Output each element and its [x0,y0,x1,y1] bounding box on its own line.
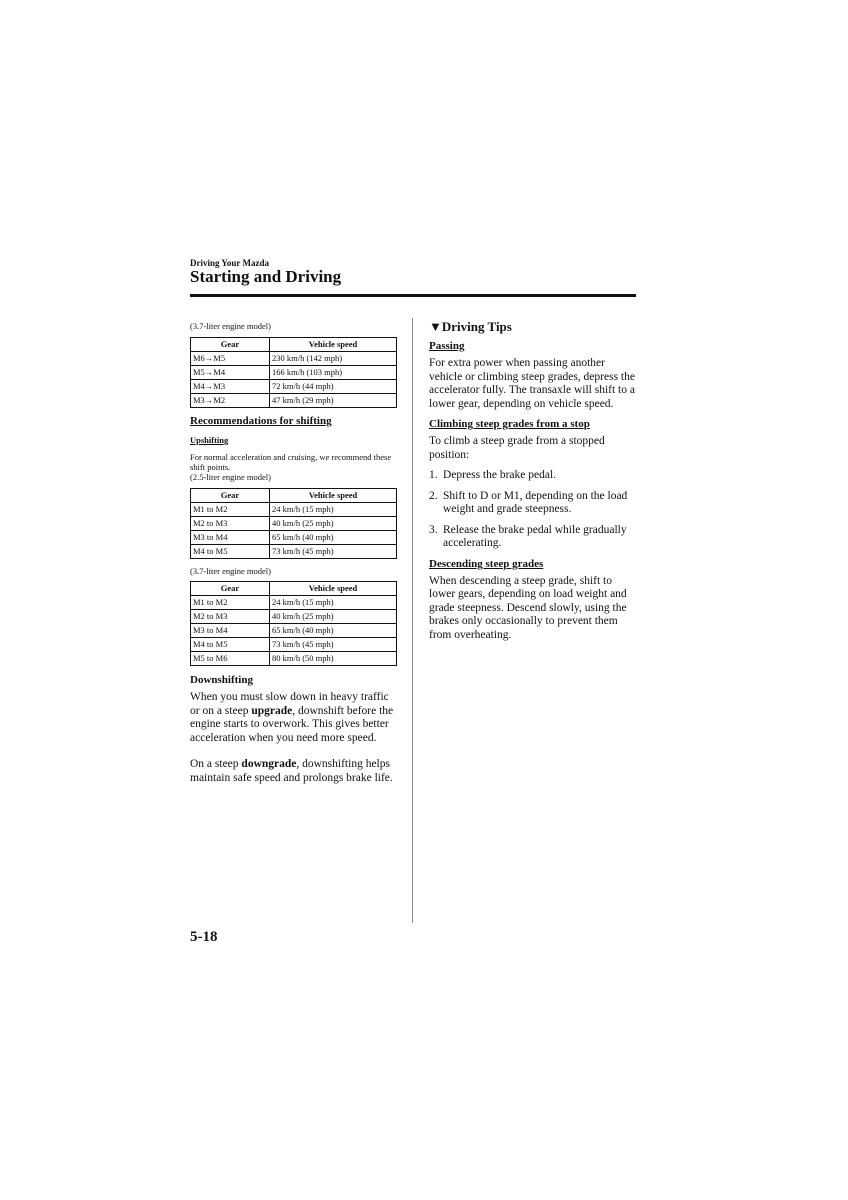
text-run: When you must slow down in heavy traffic or on a steep [190,691,389,717]
list-item [429,524,639,551]
driving-tips-title: Driving Tips [441,319,512,334]
upshifting-text: For normal acceleration and cruising, we recommend these shift points. [190,452,392,472]
step-text: Release the brake pedal while gradually accelerating. [443,523,627,549]
page-number: 5-18 [190,929,218,945]
table-row [191,596,397,610]
shift-table-1 [190,337,397,408]
speed-cell: 40 km/h (25 mph) [270,517,397,531]
step-number: 3. [429,523,438,536]
title-rule [190,294,636,297]
section-label: Driving Your Mazda [190,258,270,268]
list-item [429,469,639,483]
table-header-gear: Gear [191,489,270,503]
table-row [191,352,397,366]
step-number: 2. [429,489,438,502]
gear-cell: M1 to M2 [191,503,270,517]
table-header-speed: Vehicle speed [270,489,397,503]
speed-cell: 65 km/h (40 mph) [270,531,397,545]
speed-cell: 24 km/h (15 mph) [270,503,397,517]
climbing-heading: Climbing steep grades from a stop [429,418,590,430]
column-divider [412,318,413,923]
speed-cell: 47 km/h (29 mph) [270,394,397,408]
list-item [429,490,639,517]
step-number: 1. [429,469,438,481]
table-header-speed: Vehicle speed [270,338,397,352]
gear-cell: M4→M3 [191,380,270,394]
table-row [191,531,397,545]
gear-cell: M4 to M5 [191,545,270,559]
table-row [191,517,397,531]
table2-caption: (2.5-liter engine model) [190,472,271,482]
left-column [190,321,397,785]
driving-tips-heading [429,319,639,335]
table-header-gear: Gear [191,582,270,596]
table-row [191,652,397,666]
bold-term: downgrade [241,758,297,770]
shift-table-2 [190,488,397,559]
table-header-gear: Gear [191,338,270,352]
descending-text: When descending a steep grade, shift to lower gears, depending on load weight and grade steepness. Descend slowly, using the brakes only occasionally to prevent them from overheating. [429,574,627,641]
passing-text: For extra power when passing another vehicle or climbing steep grades, depress the accelerator fully. The transaxle will shift to a lower gear, depending on vehicle speed. [429,357,635,410]
gear-cell: M6→M5 [191,352,270,366]
descending-heading: Descending steep grades [429,557,544,570]
speed-cell: 40 km/h (25 mph) [270,610,397,624]
table-row [191,624,397,638]
table-row [191,366,397,380]
text-run: , downshift before the engine starts to overwork. This gives better acceleration when you need more speed. [190,704,394,744]
gear-cell: M3 to M4 [191,531,270,545]
table-row [191,610,397,624]
triangle-down-icon: ▼ [429,319,442,334]
bold-term: upgrade [251,704,293,717]
table-row [191,394,397,408]
shift-table-3 [190,581,397,666]
climbing-steps [429,469,639,551]
gear-cell: M3 to M4 [191,624,270,638]
upshifting-heading: Upshifting [190,435,229,445]
speed-cell: 73 km/h (45 mph) [270,545,397,559]
speed-cell: 166 km/h (103 mph) [270,366,397,380]
speed-cell: 80 km/h (50 mph) [270,652,397,666]
speed-cell: 73 km/h (45 mph) [270,638,397,652]
downshifting-heading: Downshifting [190,674,253,686]
gear-cell: M1 to M2 [191,596,270,610]
speed-cell: 72 km/h (44 mph) [270,380,397,394]
speed-cell: 230 km/h (142 mph) [270,352,397,366]
passing-heading: Passing [429,340,465,352]
gear-cell: M4 to M5 [191,638,270,652]
table1-caption: (3.7-liter engine model) [190,321,271,331]
gear-cell: M5→M4 [191,366,270,380]
table-row [191,380,397,394]
downshifting-paragraph-1 [190,691,397,745]
gear-cell: M2 to M3 [191,517,270,531]
page-title: Starting and Driving [190,267,342,286]
step-text: Shift to D or M1, depending on the load weight and grade steepness. [443,489,628,515]
table-header-speed: Vehicle speed [270,582,397,596]
climbing-intro: To climb a steep grade from a stopped position: [429,435,605,461]
gear-cell: M2 to M3 [191,610,270,624]
speed-cell: 65 km/h (40 mph) [270,624,397,638]
gear-cell: M3→M2 [191,394,270,408]
speed-cell: 24 km/h (15 mph) [270,596,397,610]
gear-cell: M5 to M6 [191,652,270,666]
right-column [429,319,639,642]
table-row [191,503,397,517]
recommendations-heading: Recommendations for shifting [190,415,332,427]
text-run: On a steep [190,758,242,770]
step-text: Depress the brake pedal. [443,469,557,481]
table-row [191,638,397,652]
text-run: , downshifting helps maintain safe speed and prolongs brake life. [190,758,393,784]
downshifting-paragraph-2 [190,758,397,785]
table3-caption: (3.7-liter engine model) [190,566,271,576]
table-row [191,545,397,559]
